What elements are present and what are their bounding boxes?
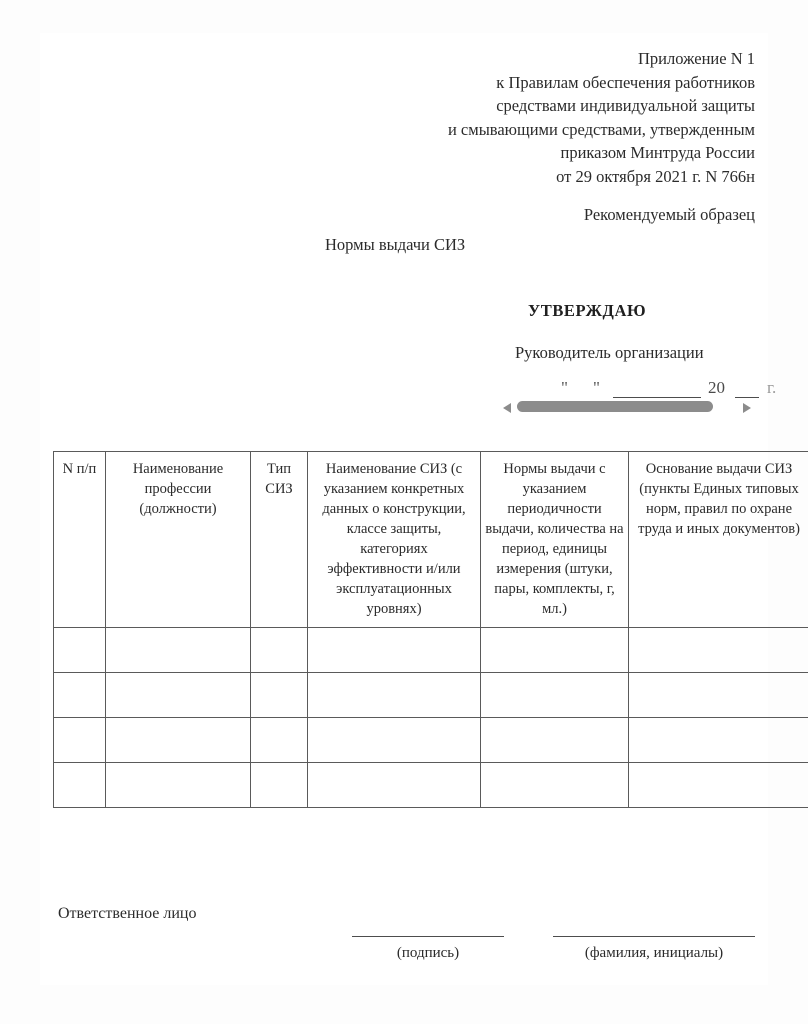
column-header-ppe-name: Наименование СИЗ (с указанием конкретных данных о конструкции, классе защиты, категориях эффективности и/или эксплуатационных уровнях) (308, 452, 481, 628)
header-line-6: от 29 октября 2021 г. N 766н (556, 166, 755, 186)
date-quote-close: " (593, 378, 600, 397)
table-row[interactable] (54, 673, 808, 718)
appendix-header (195, 47, 755, 188)
approve-role-label: Руководитель организации (515, 343, 704, 362)
cell-number[interactable] (54, 673, 106, 718)
table-row[interactable] (54, 763, 808, 808)
scroll-right-arrow-icon[interactable] (743, 403, 751, 413)
scroll-left-arrow-icon[interactable] (503, 403, 511, 413)
date-year-prefix: 20 (708, 378, 725, 397)
header-line-4: и смывающими средствами, утвержденным (447, 119, 755, 139)
cell-ppe-name[interactable] (308, 628, 481, 673)
signature-caption: (подпись) (396, 945, 460, 961)
cell-ppe-name[interactable] (308, 763, 481, 808)
date-month-blank (613, 397, 701, 398)
cell-profession[interactable] (106, 763, 251, 808)
cell-basis[interactable] (629, 628, 808, 673)
cell-profession[interactable] (106, 718, 251, 763)
header-line-5: приказом Минтруда России (560, 143, 755, 162)
name-caption: (фамилия, инициалы) (584, 945, 724, 961)
cell-number[interactable] (54, 628, 106, 673)
cell-basis[interactable] (629, 673, 808, 718)
column-header-profession: Наименование профессии (должности) (106, 452, 251, 628)
cell-ppe-type[interactable] (251, 628, 308, 673)
cell-number[interactable] (54, 763, 106, 808)
date-quote-open: " (561, 378, 568, 397)
horizontal-scrollbar[interactable] (503, 400, 751, 415)
name-line (553, 936, 755, 937)
cell-ppe-name[interactable] (308, 673, 481, 718)
scrollbar-thumb[interactable] (517, 401, 713, 412)
document-page (40, 33, 800, 985)
cell-issue-norms[interactable] (481, 763, 629, 808)
approve-heading: УТВЕРЖДАЮ (528, 301, 647, 320)
column-header-ppe-type: Тип СИЗ (251, 452, 308, 628)
cell-issue-norms[interactable] (481, 673, 629, 718)
date-year-suffix: г. (767, 378, 777, 397)
header-line-2: к Правилам обеспечения работников (496, 72, 755, 92)
header-line-3: средствами индивидуальной защиты (496, 96, 755, 115)
column-header-issue-norms: Нормы выдачи с указанием периодичности выдачи, количества на период, единицы измерения (штуки, пары, комплекты, г, мл.) (481, 452, 629, 628)
cell-ppe-name[interactable] (308, 718, 481, 763)
cell-basis[interactable] (629, 763, 808, 808)
cell-ppe-type[interactable] (251, 763, 308, 808)
header-line-1: Приложение N 1 (638, 49, 755, 68)
date-year-blank (735, 397, 759, 398)
recommended-sample-label: Рекомендуемый образец (583, 205, 755, 224)
cell-issue-norms[interactable] (481, 718, 629, 763)
table-header-row (54, 452, 808, 628)
date-line (523, 378, 783, 402)
cell-profession[interactable] (106, 673, 251, 718)
cell-basis[interactable] (629, 718, 808, 763)
page-title: Нормы выдачи СИЗ (325, 235, 466, 254)
responsible-person-label: Ответственное лицо (58, 905, 197, 922)
cell-number[interactable] (54, 718, 106, 763)
table-row[interactable] (54, 628, 808, 673)
table-row[interactable] (54, 718, 808, 763)
cell-profession[interactable] (106, 628, 251, 673)
siz-norms-table (53, 451, 808, 808)
cell-ppe-type[interactable] (251, 718, 308, 763)
column-header-basis: Основание выдачи СИЗ (пункты Единых типовых норм, правил по охране труда и иных документов) (629, 452, 808, 628)
cell-ppe-type[interactable] (251, 673, 308, 718)
signature-line (352, 936, 504, 937)
column-header-number: N п/п (54, 452, 106, 628)
cell-issue-norms[interactable] (481, 628, 629, 673)
